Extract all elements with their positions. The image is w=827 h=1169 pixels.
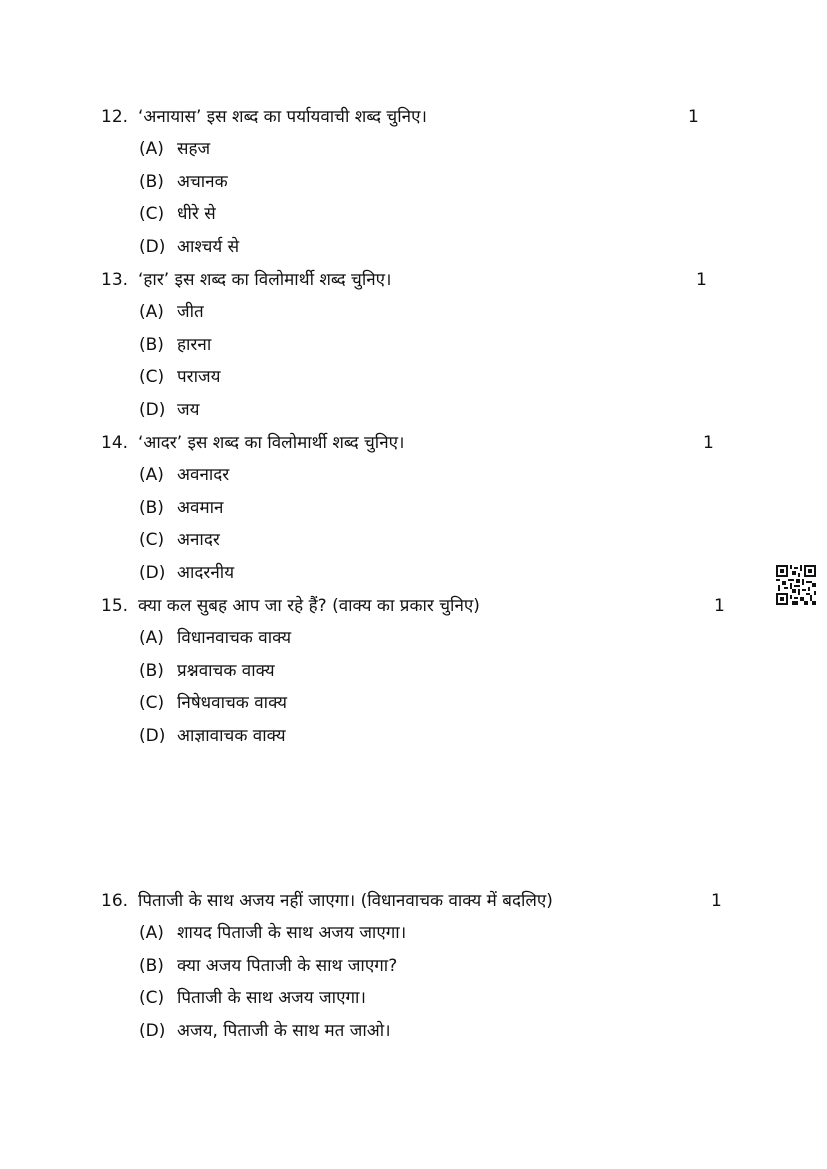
question-number: 15. (101, 596, 129, 616)
question-marks: 1 (703, 433, 714, 453)
question-text: पिताजी के साथ अजय नहीं जाएगा। (विधानवाचक वाक्य में बदलिए) (138, 891, 553, 911)
question-number: 13. (101, 270, 129, 290)
option-letter: (D) (139, 563, 166, 584)
option-a (101, 917, 741, 950)
option-text: सहज (177, 139, 211, 159)
option-letter: (C) (139, 530, 165, 551)
option-text: शायद पिताजी के साथ अजय जाएगा। (177, 923, 407, 943)
option-letter: (B) (139, 660, 164, 681)
option-c (101, 687, 741, 720)
option-b (101, 492, 741, 525)
option-d (101, 720, 741, 753)
option-text: अचानक (177, 171, 228, 192)
option-text: हारना (177, 334, 212, 355)
option-text: आज्ञावाचक वाक्य (177, 726, 286, 747)
option-text: विधानवाचक वाक्य (177, 628, 292, 648)
option-letter: (C) (139, 367, 165, 388)
option-letter: (A) (139, 628, 164, 648)
option-text: निषेधवाचक वाक्य (177, 693, 288, 714)
question-marks: 1 (696, 270, 707, 290)
question-14 (101, 427, 741, 590)
option-text: अवमान (177, 497, 224, 518)
option-letter: (A) (139, 139, 164, 159)
question-number: 14. (101, 433, 129, 453)
option-text: आदरनीय (177, 563, 235, 584)
question-16 (101, 885, 741, 1048)
option-text: प्रश्नवाचक वाक्य (177, 660, 275, 681)
option-b (101, 166, 741, 199)
question-marks: 1 (711, 891, 722, 911)
option-a (101, 459, 741, 492)
option-text: अनादर (177, 530, 220, 551)
question-number: 16. (101, 891, 129, 911)
question-text: ‘अनायास’ इस शब्द का पर्यायवाची शब्द चुनिए। (138, 107, 427, 127)
option-letter: (C) (139, 988, 165, 1009)
option-d (101, 1015, 741, 1048)
option-letter: (D) (139, 400, 166, 421)
option-text: आश्चर्य से (177, 237, 240, 258)
option-c (101, 361, 741, 394)
question-line (101, 427, 741, 459)
question-line (101, 590, 741, 622)
option-letter: (B) (139, 955, 164, 976)
question-text: ‘आदर’ इस शब्द का विलोमार्थी शब्द चुनिए। (138, 433, 405, 453)
question-marks: 1 (688, 107, 699, 127)
option-letter: (A) (139, 302, 164, 322)
option-d (101, 557, 741, 590)
question-12 (101, 101, 741, 264)
option-c (101, 982, 741, 1015)
option-c (101, 524, 741, 557)
option-b (101, 950, 741, 983)
option-text: धीरे से (177, 204, 216, 225)
question-15 (101, 590, 741, 753)
option-letter: (C) (139, 204, 165, 225)
question-line (101, 885, 741, 917)
option-letter: (D) (139, 237, 166, 258)
option-a (101, 133, 741, 166)
option-letter: (B) (139, 497, 164, 518)
option-letter: (A) (139, 465, 164, 485)
option-text: क्या अजय पिताजी के साथ जाएगा? (177, 955, 398, 976)
option-b (101, 655, 741, 688)
option-d (101, 394, 741, 427)
question-number: 12. (101, 107, 129, 127)
question-marks: 1 (714, 596, 725, 616)
option-text: जीत (177, 302, 204, 322)
option-a (101, 296, 741, 329)
option-c (101, 198, 741, 231)
option-text: अजय, पिताजी के साथ मत जाओ। (177, 1021, 391, 1042)
question-text: क्या कल सुबह आप जा रहे हैं? (वाक्य का प्रकार चुनिए) (138, 596, 480, 616)
question-13 (101, 264, 741, 427)
option-letter: (B) (139, 334, 164, 355)
option-letter: (D) (139, 1021, 166, 1042)
option-letter: (A) (139, 923, 164, 943)
question-line (101, 264, 741, 296)
option-text: पराजय (177, 367, 221, 388)
option-letter: (C) (139, 693, 165, 714)
option-text: जय (177, 400, 200, 421)
question-text: ‘हार’ इस शब्द का विलोमार्थी शब्द चुनिए। (138, 270, 392, 290)
qr-code-icon (776, 565, 816, 605)
option-d (101, 231, 741, 264)
option-letter: (D) (139, 726, 166, 747)
question-line (101, 101, 741, 133)
option-b (101, 329, 741, 362)
option-letter: (B) (139, 171, 164, 192)
option-text: अवनादर (177, 465, 230, 485)
option-a (101, 622, 741, 655)
option-text: पिताजी के साथ अजय जाएगा। (177, 988, 366, 1009)
